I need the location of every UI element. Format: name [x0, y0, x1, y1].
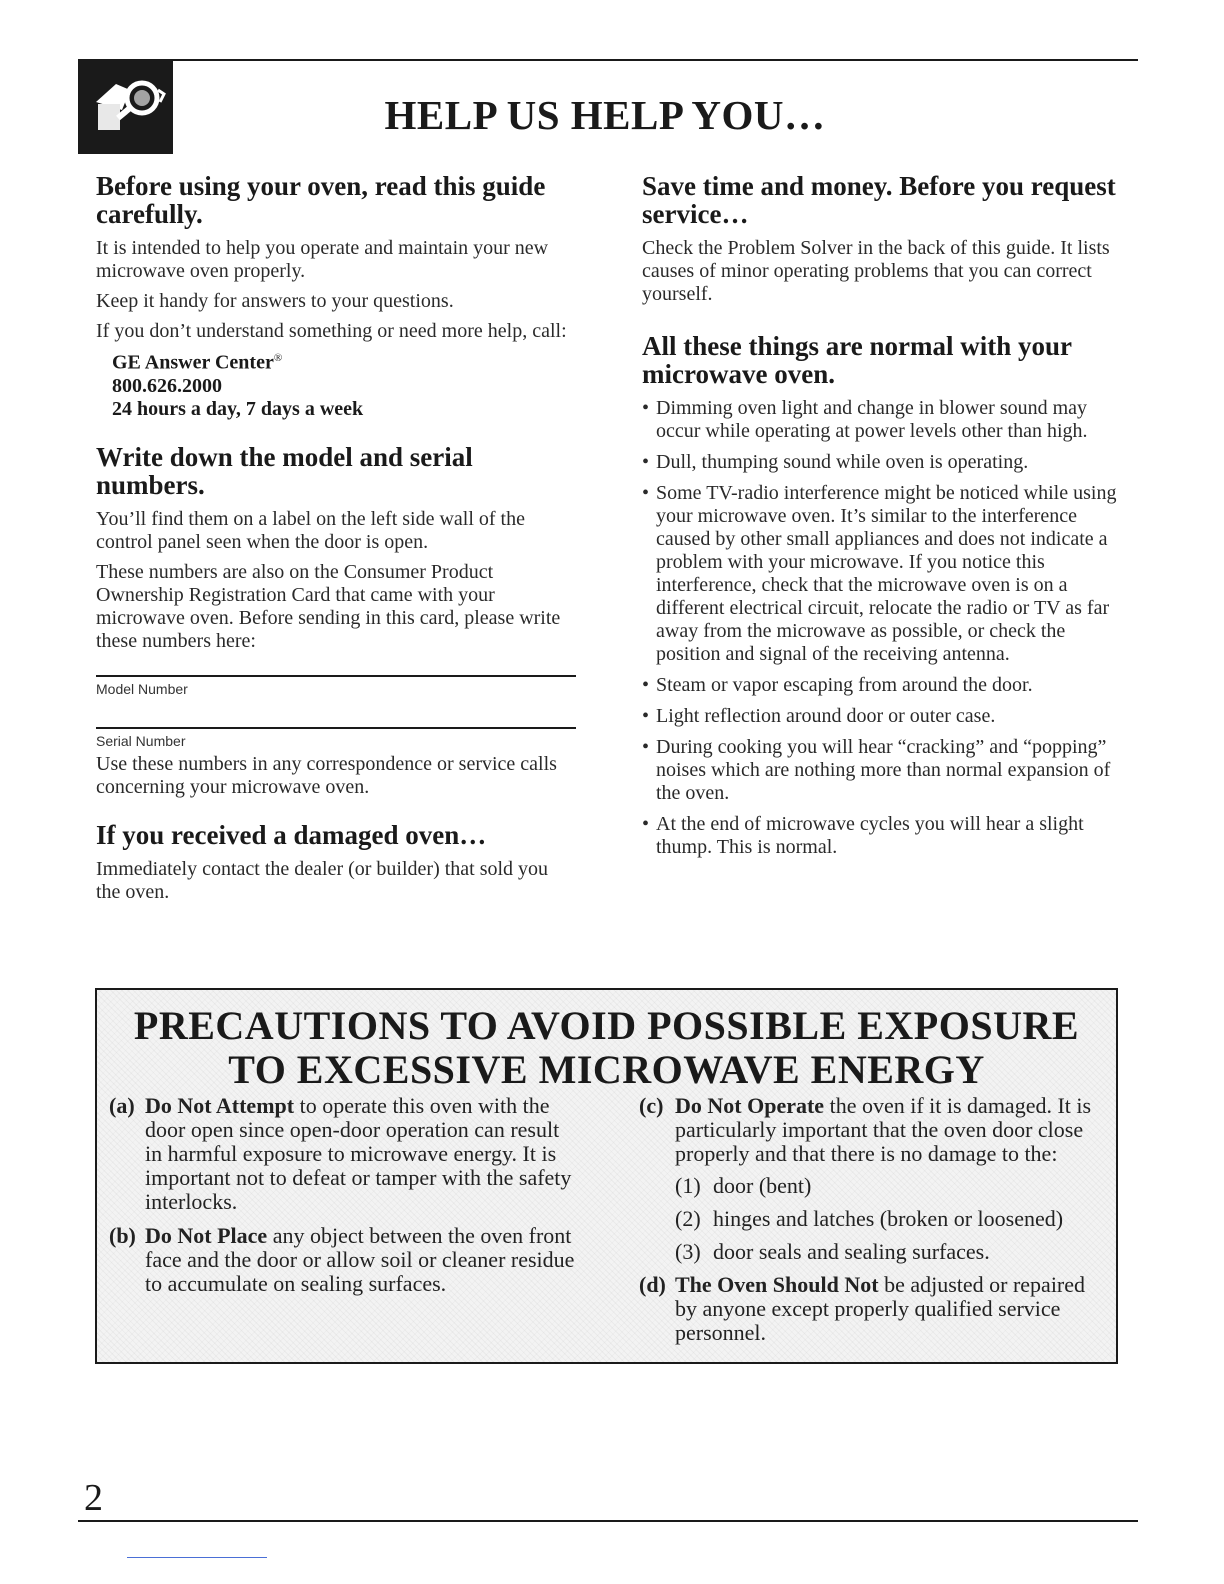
footer-rule [78, 1520, 1138, 1522]
damage-item: (2) hinges and latches (broken or loosened) [675, 1206, 1064, 1231]
damage-item: (1) door (bent) [675, 1173, 812, 1198]
section-heading-normal-things: All these things are normal with your microwave oven. [642, 331, 1072, 389]
paragraph: It is intended to help you operate and maintain your new microwave oven properly. [96, 237, 549, 282]
list-item: • Light reflection around door or outer case. [642, 705, 996, 727]
precaution-b: (b) Do Not Place any object between the oven front face and the door or allow soil or cleaner residue to accumulate on sealing surfaces. [109, 1223, 575, 1296]
normal-things-list [642, 397, 1122, 859]
section-heading-damaged-oven: If you received a damaged oven… [96, 819, 487, 850]
section-heading-read-guide: Before using your oven, read this guide carefully. [96, 171, 546, 229]
footer-accent-line [127, 1557, 267, 1558]
serial-number-label: Serial Number [96, 732, 186, 749]
magnifier-icon [78, 60, 173, 154]
precautions-left [109, 1094, 579, 1306]
precautions-title: PRECAUTIONS TO AVOID POSSIBLE EXPOSURE TO EXCESSIVE MICROWAVE ENERGY [133, 1003, 1080, 1092]
list-item: • Dimming oven light and change in blower sound may occur while operating at power levels other than high. [642, 397, 1088, 442]
paragraph: Keep it handy for answers to your questions. [96, 290, 454, 312]
registered-mark: ® [273, 352, 283, 364]
precaution-a: (a) Do Not Attempt to operate this oven with the door open since open-door operation can result in harmful exposure to microwave energy. It is important not to defeat or tamper with the safety interlocks. [109, 1093, 572, 1214]
paragraph: Immediately contact the dealer (or builder) that sold you the oven. [96, 857, 549, 903]
header-rule [78, 59, 1138, 61]
paragraph: If you don’t understand something or need more help, call: [96, 320, 567, 342]
precaution-d: (d) The Oven Should Not be adjusted or repaired by anyone except properly qualified service personnel. [639, 1272, 1086, 1345]
list-item: • Steam or vapor escaping from around the door. [642, 674, 1033, 696]
contact-phone: 800.626.2000 [112, 374, 222, 397]
section-heading-model-serial: Write down the model and serial numbers. [96, 441, 473, 500]
paragraph: Check the Problem Solver in the back of this guide. It lists causes of minor operating problems that you can correct yourself. [642, 237, 1110, 305]
damage-item: (3) door seals and sealing surfaces. [675, 1239, 990, 1264]
page-title: HELP US HELP YOU… [384, 92, 826, 138]
serial-number-line [96, 727, 576, 729]
precautions-box [95, 988, 1118, 1364]
page-number: 2 [84, 1477, 103, 1519]
paragraph: You’ll find them on a label on the left side wall of the control panel seen when the door is open. [96, 507, 525, 553]
section-heading-save-time: Save time and money. Before you request service… [642, 171, 1116, 229]
list-item: • At the end of microwave cycles you will hear a slight thump. This is normal. [642, 813, 1084, 858]
right-column [642, 172, 1122, 867]
contact-hours: 24 hours a day, 7 days a week [112, 397, 364, 420]
model-number-line [96, 675, 576, 677]
paragraph: Use these numbers in any correspondence or service calls concerning your microwave oven. [96, 752, 557, 798]
contact-name: GE Answer Center [112, 351, 274, 374]
list-item: • During cooking you will hear “cracking” and “popping” noises which are nothing more than normal expansion of the oven. [642, 736, 1111, 804]
list-item: • Some TV-radio interference might be noticed while using your microwave oven. It’s similar to the interference caused by other small appliances and does not indicate a problem with your microwave. If you notice this interference, check that the microwave oven is on a different electrical circuit, relocate the radio or TV as far away from the microwave as possible, or check the position and signal of the receiving antenna. [642, 482, 1117, 665]
left-column [96, 172, 576, 911]
paragraph: These numbers are also on the Consumer Product Ownership Registration Card that came with your microwave oven. Before sending in this card, please write these numbers here: [96, 560, 561, 652]
contact-block [112, 347, 576, 421]
precautions-right [639, 1094, 1109, 1355]
list-item: • Dull, thumping sound while oven is operating. [642, 451, 1029, 473]
precaution-c: (c) Do Not Operate the oven if it is damaged. It is particularly important that the oven door close properly and that there is no damage to the: [639, 1093, 1092, 1166]
model-number-label: Model Number [96, 680, 188, 697]
